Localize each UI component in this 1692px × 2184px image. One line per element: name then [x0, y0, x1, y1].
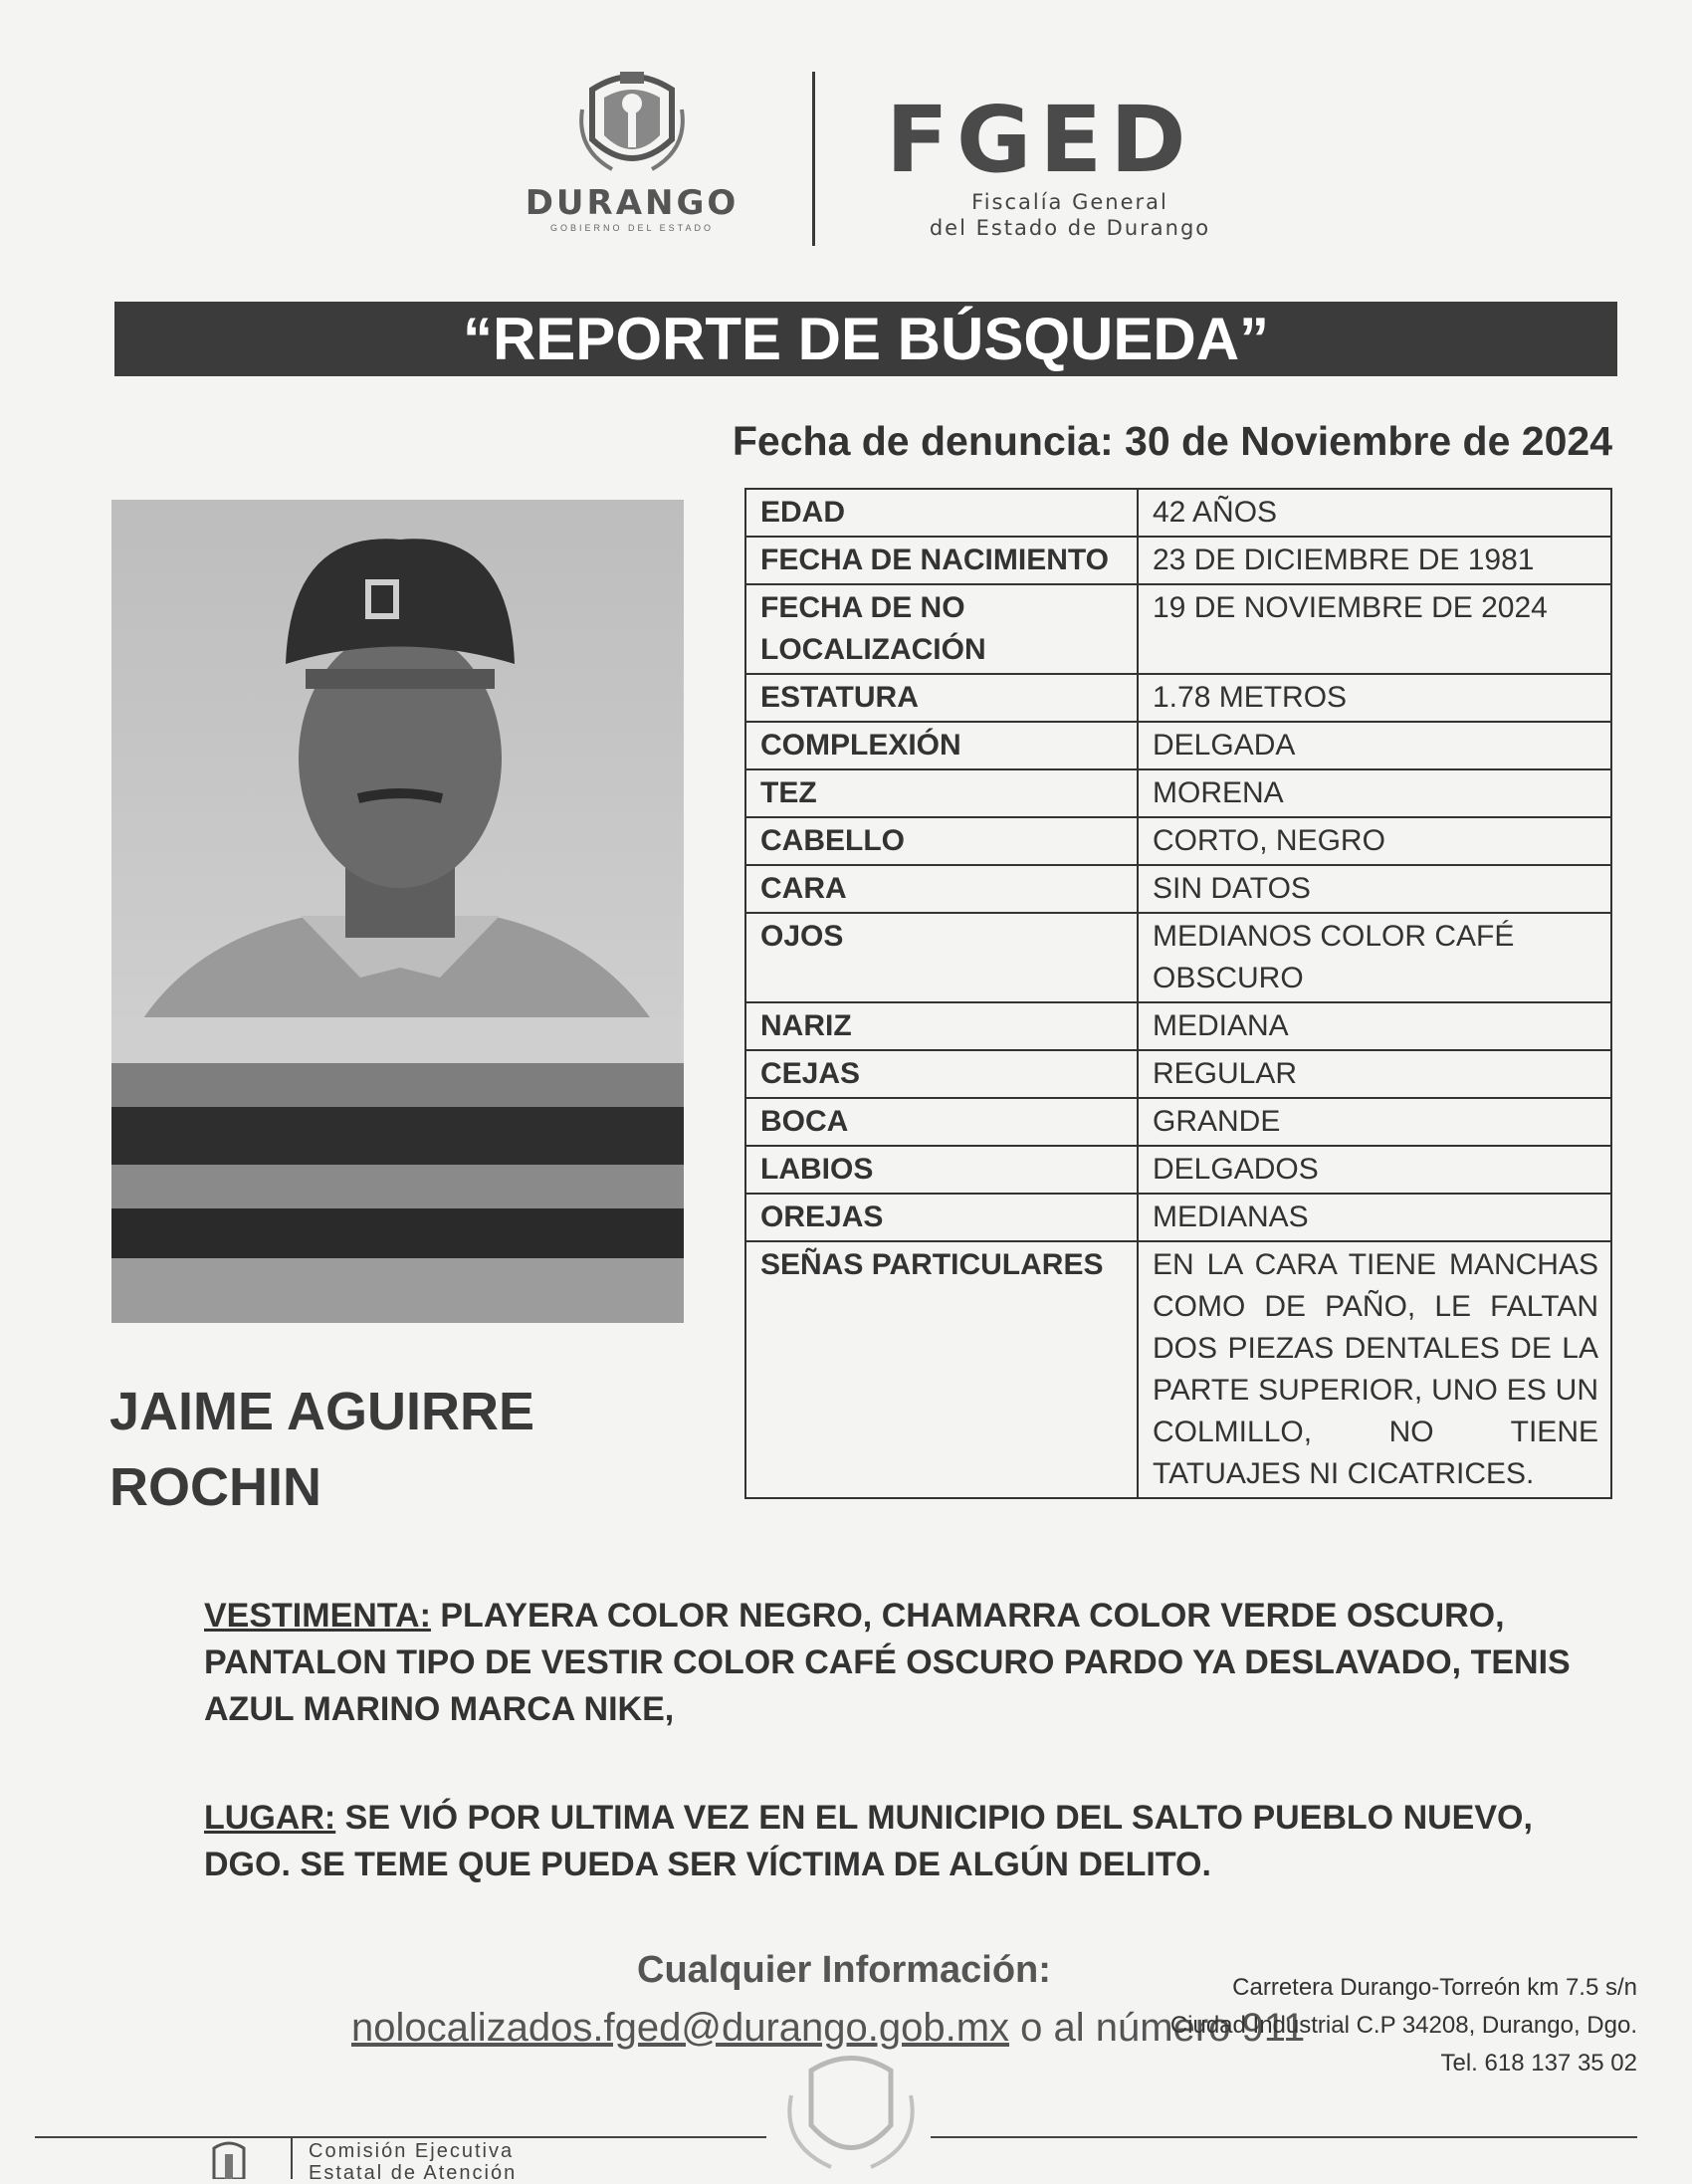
detail-label: CARA: [745, 865, 1138, 913]
header-divider: [812, 72, 815, 246]
detail-label: CABELLO: [745, 817, 1138, 865]
detail-value: MEDIANAS: [1138, 1194, 1611, 1241]
table-row: [745, 1002, 1611, 1050]
table-row: [745, 722, 1611, 769]
detail-label: NARIZ: [745, 1002, 1138, 1050]
detail-label: OJOS: [745, 913, 1138, 1002]
address-line1: Carretera Durango-Torreón km 7.5 s/n: [1232, 1974, 1637, 2001]
contact-heading: Cualquier Información:: [637, 1949, 1051, 1991]
detail-value: MORENA: [1138, 769, 1611, 817]
agency-name-line1: Fiscalía General: [971, 190, 1168, 214]
person-photo: [111, 500, 684, 1323]
detail-label: OREJAS: [745, 1194, 1138, 1241]
table-row: [745, 1050, 1611, 1098]
table-row: [745, 913, 1611, 1002]
detail-label: FECHA DE NO LOCALIZACIÓN: [745, 584, 1138, 674]
contact-phone-text: o al número 911: [1009, 2006, 1306, 2050]
table-row: [745, 769, 1611, 817]
detail-label: EDAD: [745, 489, 1138, 537]
detail-label: FECHA DE NACIMIENTO: [745, 537, 1138, 584]
clothing-text: PLAYERA COLOR NEGRO, CHAMARRA COLOR VERDE OSCURO, PANTALON TIPO DE VESTIR COLOR CAFÉ OSCURO PARDO YA DESLAVADO, TENIS AZUL MARINO MARCA NIKE,: [204, 1597, 1571, 1728]
person-name: JAIME AGUIRRE ROCHIN: [109, 1382, 535, 1517]
footer-rule-left: [35, 2136, 766, 2138]
durango-logo: [498, 70, 766, 249]
detail-label: BOCA: [745, 1098, 1138, 1146]
durango-wordmark: DURANGO: [525, 183, 740, 223]
detail-value: MEDIANA: [1138, 1002, 1611, 1050]
detail-value: MEDIANOS COLOR CAFÉ OBSCURO: [1138, 913, 1611, 1002]
detail-value: SIN DATOS: [1138, 865, 1611, 913]
table-row: [745, 1194, 1611, 1241]
report-date: Fecha de denuncia: 30 de Noviembre de 2024: [732, 418, 1612, 464]
detail-value: 42 AÑOS: [1138, 489, 1611, 537]
agency-acronym: FGED: [886, 87, 1194, 193]
footer-divider: [291, 2138, 293, 2179]
detail-label: LABIOS: [745, 1146, 1138, 1194]
seal-watermark-icon: [781, 2046, 921, 2175]
footer-org-line2: Estatal de Atención: [309, 2162, 518, 2184]
location-label: LUGAR:: [204, 1799, 336, 1837]
contact-email-link[interactable]: nolocalizados.fged@durango.gob.mx: [351, 2006, 1010, 2050]
report-title: “REPORTE DE BÚSQUEDA”: [114, 302, 1617, 376]
footer-org-line1: Comisión Ejecutiva: [309, 2140, 515, 2162]
table-row: [745, 1241, 1611, 1498]
agency-name: [886, 189, 1254, 241]
table-row: [745, 817, 1611, 865]
agency-name-line2: del Estado de Durango: [929, 216, 1211, 240]
footer-rule-right: [931, 2136, 1637, 2138]
clothing-label: VESTIMENTA:: [204, 1597, 431, 1635]
detail-label: ESTATURA: [745, 674, 1138, 722]
detail-label: SEÑAS PARTICULARES: [745, 1241, 1138, 1498]
durango-subtitle: GOBIERNO DEL ESTADO: [549, 223, 715, 233]
commission-logo-icon: [199, 2140, 259, 2179]
address-block: [1145, 1969, 1637, 2082]
table-row: [745, 865, 1611, 913]
detail-value: DELGADOS: [1138, 1146, 1611, 1194]
detail-label: TEZ: [745, 769, 1138, 817]
location-text: SE VIÓ POR ULTIMA VEZ EN EL MUNICIPIO DEL SALTO PUEBLO NUEVO, DGO. SE TEME QUE PUEDA SER VÍCTIMA DE ALGÚN DELITO.: [204, 1799, 1533, 1883]
detail-value: 19 DE NOVIEMBRE DE 2024: [1138, 584, 1611, 674]
table-row: [745, 537, 1611, 584]
detail-value: CORTO, NEGRO: [1138, 817, 1611, 865]
detail-label: COMPLEXIÓN: [745, 722, 1138, 769]
location-paragraph: [204, 1795, 1607, 1888]
table-row: [745, 1098, 1611, 1146]
detail-label: CEJAS: [745, 1050, 1138, 1098]
detail-value: 1.78 METROS: [1138, 674, 1611, 722]
table-row: [745, 1146, 1611, 1194]
footer-org-name: [309, 2140, 517, 2184]
detail-value: DELGADA: [1138, 722, 1611, 769]
address-phone: Tel. 618 137 35 02: [1440, 2050, 1637, 2076]
table-row: [745, 584, 1611, 674]
clothing-paragraph: [204, 1593, 1607, 1733]
details-table: [744, 488, 1612, 1499]
address-line2: Ciudad Industrial C.P 34208, Durango, Dgo.: [1169, 2012, 1637, 2039]
table-row: [745, 674, 1611, 722]
detail-value: EN LA CARA TIENE MANCHAS COMO DE PAÑO, LE FALTAN DOS PIEZAS DENTALES DE LA PARTE SUPERIOR, UNO ES UN COLMILLO, NO TIENE TATUAJES NI CICATRICES.: [1138, 1241, 1611, 1498]
detail-value: REGULAR: [1138, 1050, 1611, 1098]
durango-coat-of-arms-icon: [572, 70, 692, 181]
table-row: [745, 489, 1611, 537]
detail-value: GRANDE: [1138, 1098, 1611, 1146]
detail-value: 23 DE DICIEMBRE DE 1981: [1138, 537, 1611, 584]
